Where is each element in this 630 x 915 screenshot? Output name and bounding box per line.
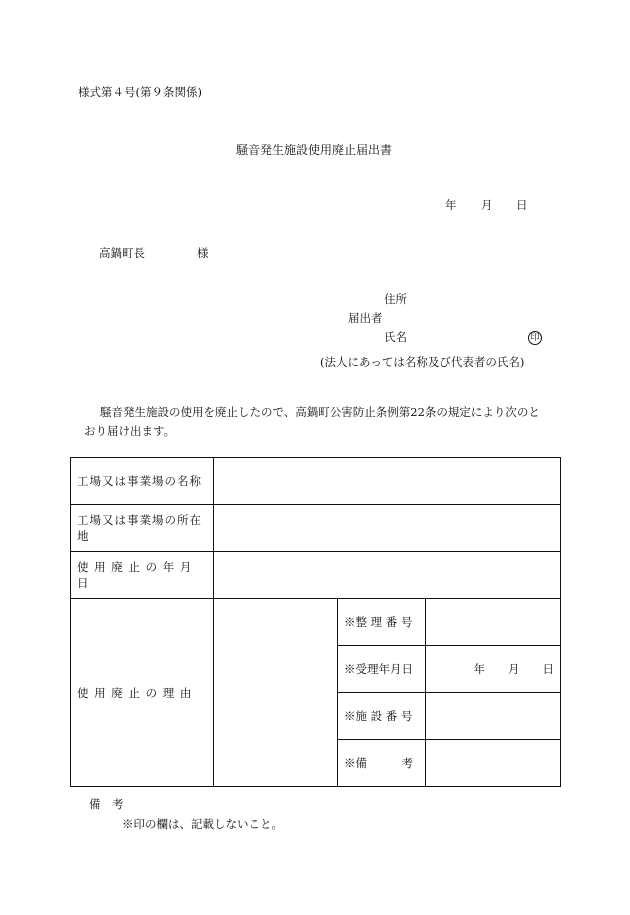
addressee-name: 高鍋町長 [99,246,145,260]
factory-name-field[interactable] [214,458,561,505]
seal-icon: 印 [528,331,542,345]
addressee-honorific: 様 [197,246,209,260]
seal-mark [528,329,542,345]
remarks-field[interactable] [426,740,561,787]
received-date-field[interactable]: 年 月 日 [426,646,561,693]
form-number: 様式第４号(第９条関係) [78,85,202,99]
discontinue-date-label: 使 用 廃 止 の 年 月 日 [71,552,214,599]
remarks-heading: 備 考 [89,797,124,811]
facility-number-field[interactable] [426,693,561,740]
factory-address-label: 工場又は事業場の所在地 [71,505,214,552]
remarks-note: ※印の欄は、記載しないこと。 [122,817,283,831]
table-row [71,599,561,646]
name-label: 氏名 [384,330,407,344]
date-day: 日 [516,198,528,212]
table-row [71,458,561,505]
received-date-label: ※受理年月日 [338,646,426,693]
corporate-note: (法人にあっては名称及び代表者の氏名) [320,355,525,369]
address-label: 住所 [384,292,407,306]
reference-number-field[interactable] [426,599,561,646]
discontinue-date-field[interactable] [214,552,561,599]
discontinue-reason-label: 使 用 廃 止 の 理 由 [71,599,214,787]
notification-table [70,457,561,787]
remarks-label: ※備 考 [338,740,426,787]
discontinue-reason-field[interactable] [214,599,338,787]
body-text-line1: 騒音発生施設の使用を廃止したので、高鍋町公害防止条例第22条の規定により次のと [100,405,540,419]
date-year: 年 [445,198,457,212]
table-row [71,505,561,552]
factory-name-label: 工場又は事業場の名称 [71,458,214,505]
factory-address-field[interactable] [214,505,561,552]
page-title: 騒音発生施設使用廃止届出書 [236,143,393,157]
body-text-line2: おり届け出ます。 [84,424,176,438]
table-row [71,552,561,599]
reference-number-label: ※整 理 番 号 [338,599,426,646]
applicant-role-label: 届出者 [348,311,383,325]
facility-number-label: ※施 設 番 号 [338,693,426,740]
date-month: 月 [481,198,493,212]
